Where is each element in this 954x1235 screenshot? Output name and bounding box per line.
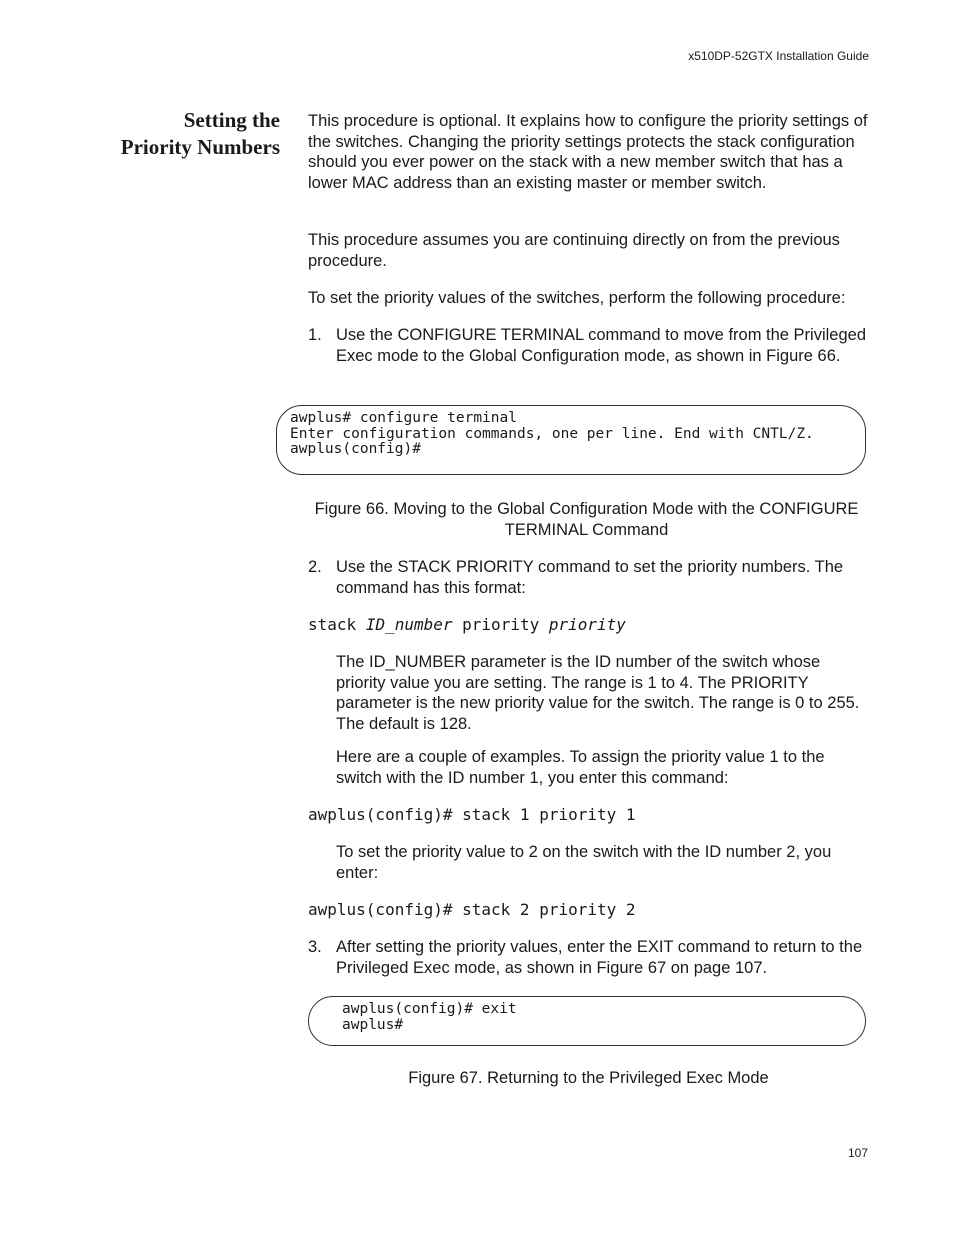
example-command-1: awplus(config)# stack 1 priority 1 bbox=[308, 805, 636, 824]
step-number: 1. bbox=[308, 326, 322, 344]
code-sample: awplus(config)# exit awplus# bbox=[342, 1001, 517, 1033]
step-text: Use the STACK PRIORITY command to set the priority numbers. The command has this format: bbox=[336, 558, 844, 597]
code-box-figure-67 bbox=[308, 996, 866, 1046]
figure-66-caption bbox=[300, 499, 873, 541]
examples-intro: Here are a couple of examples. To assign the priority value 1 to the switch with the ID number 1, you enter this command: bbox=[336, 748, 825, 787]
caption-line2: TERMINAL Command bbox=[504, 521, 669, 539]
step-text: Use the CONFIGURE TERMINAL command to move from the Privileged Exec mode to the Global Configuration mode, as shown in Figure 66. bbox=[336, 326, 866, 365]
example-command-2: awplus(config)# stack 2 priority 2 bbox=[308, 900, 636, 919]
paragraph-intro: This procedure is optional. It explains how to configure the priority settings of the switches. Changing the priority settings protects the stack configuration should you ever power on the stack with a new member switch that has a lower MAC address than an existing master or member switch. bbox=[308, 112, 868, 192]
section-title-line2: Priority Numbers bbox=[120, 135, 280, 159]
running-header: x510DP-52GTX Installation Guide bbox=[688, 49, 869, 63]
figure-67-caption: Figure 67. Returning to the Privileged Exec Mode bbox=[408, 1069, 769, 1087]
page-number: 107 bbox=[847, 1146, 868, 1160]
syntax-priority-param: priority bbox=[548, 615, 626, 634]
code-box-figure-66 bbox=[276, 405, 866, 475]
parameter-description: The ID_NUMBER parameter is the ID number of the switch whose priority value you are setting. The range is 1 to 4. The PRIORITY parameter is the new priority value for the switch. The range is 0 to 255. The default is 128. bbox=[336, 653, 860, 733]
section-title bbox=[80, 107, 280, 161]
caption-line1: Figure 66. Moving to the Global Configuration Mode with the CONFIGURE bbox=[314, 500, 859, 518]
syntax-priority-keyword: priority bbox=[462, 615, 540, 634]
section-title-line1: Setting the bbox=[183, 108, 280, 132]
example-2-intro: To set the priority value to 2 on the switch with the ID number 2, you enter: bbox=[336, 843, 832, 882]
step-text: After setting the priority values, enter the EXIT command to return to the Privileged Exec mode, as shown in Figure 67 on page 107. bbox=[336, 938, 863, 977]
syntax-stack: stack bbox=[308, 615, 357, 634]
paragraph-assumption: This procedure assumes you are continuing directly on from the previous procedure. bbox=[308, 231, 840, 270]
step-number: 3. bbox=[308, 938, 322, 956]
command-syntax bbox=[308, 615, 626, 636]
step-number: 2. bbox=[308, 558, 322, 576]
syntax-id-number: ID_number bbox=[365, 615, 453, 634]
code-sample: awplus# configure terminal Enter configuration commands, one per line. End with CNTL/Z. awplus(config)# bbox=[290, 410, 814, 457]
paragraph-procedure: To set the priority values of the switches, perform the following procedure: bbox=[308, 289, 846, 307]
